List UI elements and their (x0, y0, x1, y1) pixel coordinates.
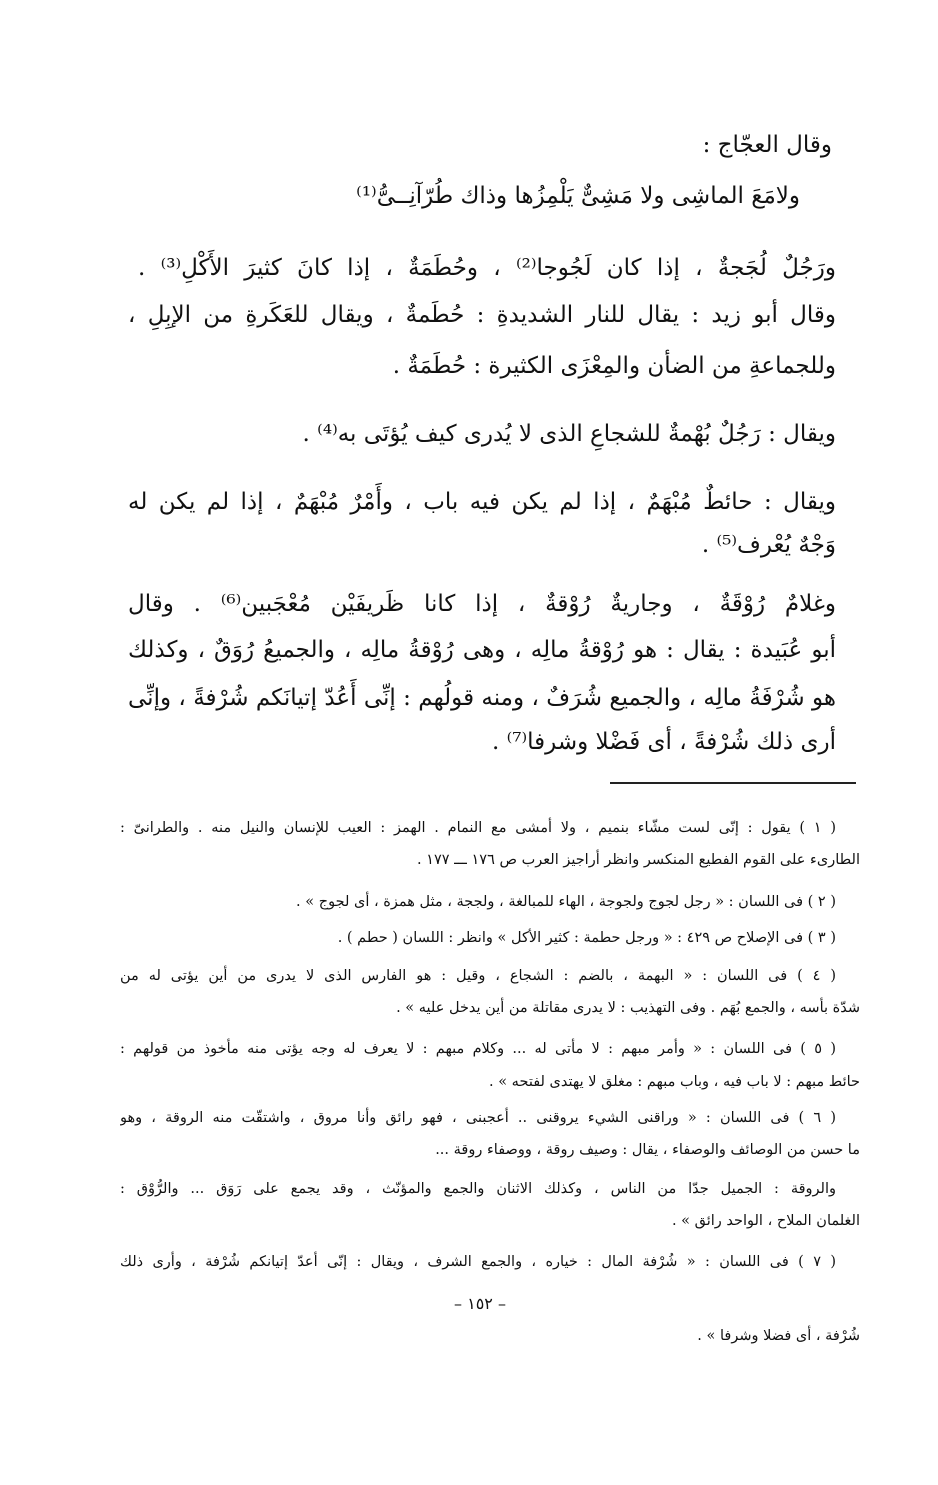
body-line-11: هو شُرْفَةُ مالِه ، والجميع شُرَفٌ ، ومنه قولُهم : إنِّى أَعُدّ إتيانَكم شُرْفةً ، وإنِّى (128, 685, 836, 711)
body-line-12: أرى ذلك شُرْفةً ، أى فَضْلا وشرفا⁽⁷⁾ . (491, 729, 836, 755)
footnote-3: ( ٣ ) فى الإصلاح ص ٤٢٩ : « ورجل حطمة : كثير الأكل » وانظر : اللسان ( حطم ) . (337, 930, 836, 946)
footnote-1-line-2: الطارىء على القوم الفطيع المنكسر وانظر أراجيز العرب ص ١٧٦ ـــ ١٧٧ . (416, 852, 860, 868)
body-line-6: ويقال : رَجُلٌ بُهْمةٌ للشجاعِ الذى لا يُدرى كيف يُؤتَى به⁽⁴⁾ . (302, 421, 836, 447)
body-line-7: ويقال : حائطٌ مُبْهَمٌ ، إذا لم يكن فيه باب ، وأَمْرٌ مُبْهَمٌ ، إذا لم يكن له (128, 489, 836, 515)
footnote-6-line-4: الغلمان الملاح ، الواحد رائق » . (671, 1213, 860, 1229)
footnote-2: ( ٢ ) فى اللسان : « رجل لجوج ولجوجة ، الهاء للمبالغة ، ولججة ، مثل همزة ، أى لجوج » . (296, 894, 836, 910)
footnote-5-line-2: حائط مبهم : لا باب فيه ، وباب مبهم : مغلق لا يهتدى لفتحه » . (488, 1074, 860, 1090)
footnote-7-line-1: ( ٧ ) فى اللسان : « شُرْفة المال : خياره ، والجمع الشرف ، ويقال : إنّى أعدّ إتيانكم شُرْفة ، وأرى ذلك (120, 1254, 836, 1270)
footnote-4-line-1: ( ٤ ) فى اللسان : « البهمة ، بالضم : الشجاع ، وقيل : هو الفارس الذى لا يدرى من أين يؤتى له من (120, 968, 836, 984)
body-line-3: ورَجُلٌ لُجَجةٌ ، إذا كان لَجُوجا⁽²⁾ ، وحُطَمَةٌ ، إذا كانَ كثيرَ الأَكْلِ⁽³⁾ . (138, 255, 836, 281)
footnote-7-line-2: شُرْفة ، أى فضلا وشرفا » . (697, 1328, 860, 1344)
body-line-8: وَجْهٌ يُعْرف⁽⁵⁾ . (701, 532, 836, 558)
footnote-divider (610, 782, 856, 784)
footnote-1-line-1: ( ١ ) يقول : إنّى لست مشّاء بنميم ، ولا أمشى مع النمام . الهمز : العيب للإنسان والنيل منه . والطرانىّ : (120, 820, 836, 836)
footnote-6-line-2: ما حسن من الوصائف والوصفاء ، يقال : وصيف روقة ، ووصفاء روقة ... (435, 1142, 860, 1158)
body-line-1: وقال العجّاج : (702, 132, 832, 158)
body-line-4: وقال أبو زيد : يقال للنار الشديدةِ : حُطَمةٌ ، ويقال للعَكَرةِ من الإبِلِ ، (128, 302, 836, 328)
footnote-5-line-1: ( ٥ ) فى اللسان : « وأمر مبهم : لا مأتى له ... وكلام مبهم : لا يعرف له وجه يؤتى منه مأخوذ من قولهم : (120, 1041, 836, 1057)
footnote-6-line-3: والروقة : الجميل جدّا من الناس ، وكذلك الاثنان والجمع والمؤنّث ، وقد يجمع على رَوَق ... والرُّوْق : (120, 1181, 836, 1197)
poetry-verse: ولامَعَ الماشِى ولا مَشِىٌّ يَلْمِزُها وذاك طُرّآنِــىُّ⁽¹⁾ (356, 183, 800, 209)
body-line-10: أبو عُبَيدة : يقال : هو رُوْقةُ مالِه ، وهى رُوْقةُ مالِه ، والجميعُ رُوَقٌ ، وكذلك (128, 637, 836, 663)
body-line-9: وغلامٌ رُوْقَةٌ ، وجاريةٌ رُوْقةٌ ، إذا كانا ظَريفَيْن مُعْجَبين⁽⁶⁾ . وقال (128, 591, 836, 617)
page-number: – ١٥٢ – (454, 1294, 506, 1313)
footnote-6-line-1: ( ٦ ) فى اللسان : « وراقنى الشيء يروقنى .. أعجبنى ، فهو رائق وأنا مروق ، واشتقّت منه الروقة ، وهو (120, 1110, 836, 1126)
body-line-5: وللجماعةِ من الضأن والمِعْزَى الكثيرة : حُطَمَةٌ . (392, 353, 836, 379)
footnote-4-line-2: شدّة بأسه ، والجمع بُهَم . وفى التهذيب : لا يدرى مقاتلة من أين يدخل عليه » . (396, 1000, 860, 1016)
